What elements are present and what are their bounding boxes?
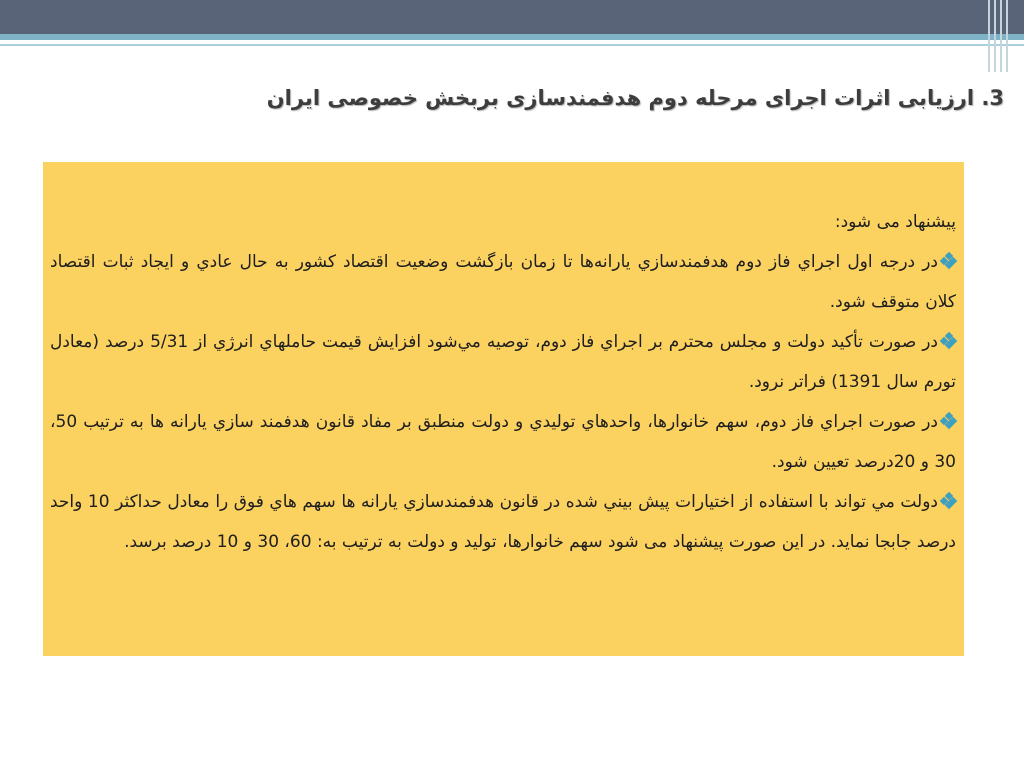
bullet-item: [50, 322, 956, 402]
diamond-cluster-bullet-icon: [941, 253, 956, 268]
bullet-text: در درجه اول اجراي فاز دوم هدفمندسازي يارانه‌ها تا زمان بازگشت وضعيت اقتصاد كشور به حال عادي و ايجاد ثبات اقتصاد كلان متوقف شود.: [50, 252, 956, 312]
bullet-item: [50, 482, 956, 562]
decorative-vertical-lines: [988, 0, 1014, 72]
diamond-cluster-bullet-icon: [941, 493, 956, 508]
bullet-item: [50, 242, 956, 322]
diamond-cluster-bullet-icon: [941, 413, 956, 428]
content-text: [50, 202, 956, 562]
slide-title: 3. ارزیابی اثرات اجرای مرحله دوم هدفمندسازی بربخش خصوصی ایران: [266, 86, 1004, 110]
bullet-text: دولت مي تواند با استفاده از اختيارات پيش بيني شده در قانون هدفمندسازي يارانه ها سهم هاي فوق را معادل حداكثر 10 واحد درصد جابجا نمايد. در اين صورت پيشنهاد مى شود سهم خانوارها، تولید و دولت به ترتیب به: 60، 30 و 10 درصد برسد.: [50, 492, 956, 552]
diamond-cluster-bullet-icon: [941, 333, 956, 348]
bullet-text: در صورت تأكيد دولت و مجلس محترم بر اجراي فاز دوم، توصيه مي‌شود افزايش قيمت حاملهاي انرژي از 5/31 درصد (معادل تورم سال 1391) فراتر نرود.: [50, 332, 956, 392]
bullet-text: در صورت اجراي فاز دوم، سهم خانوارها، واحدهاي توليدي و دولت منطبق بر مفاد قانون هدفمند سازي يارانه ها به ترتيب 50، 30 و 20درصد تعيين شود.: [50, 412, 956, 472]
header-bar: [0, 0, 1024, 34]
header-divider-line: [0, 44, 1024, 46]
bullet-item: [50, 402, 956, 482]
intro-text: پیشنهاد می شود:: [834, 212, 956, 232]
header-accent-stripe: [0, 34, 1024, 40]
